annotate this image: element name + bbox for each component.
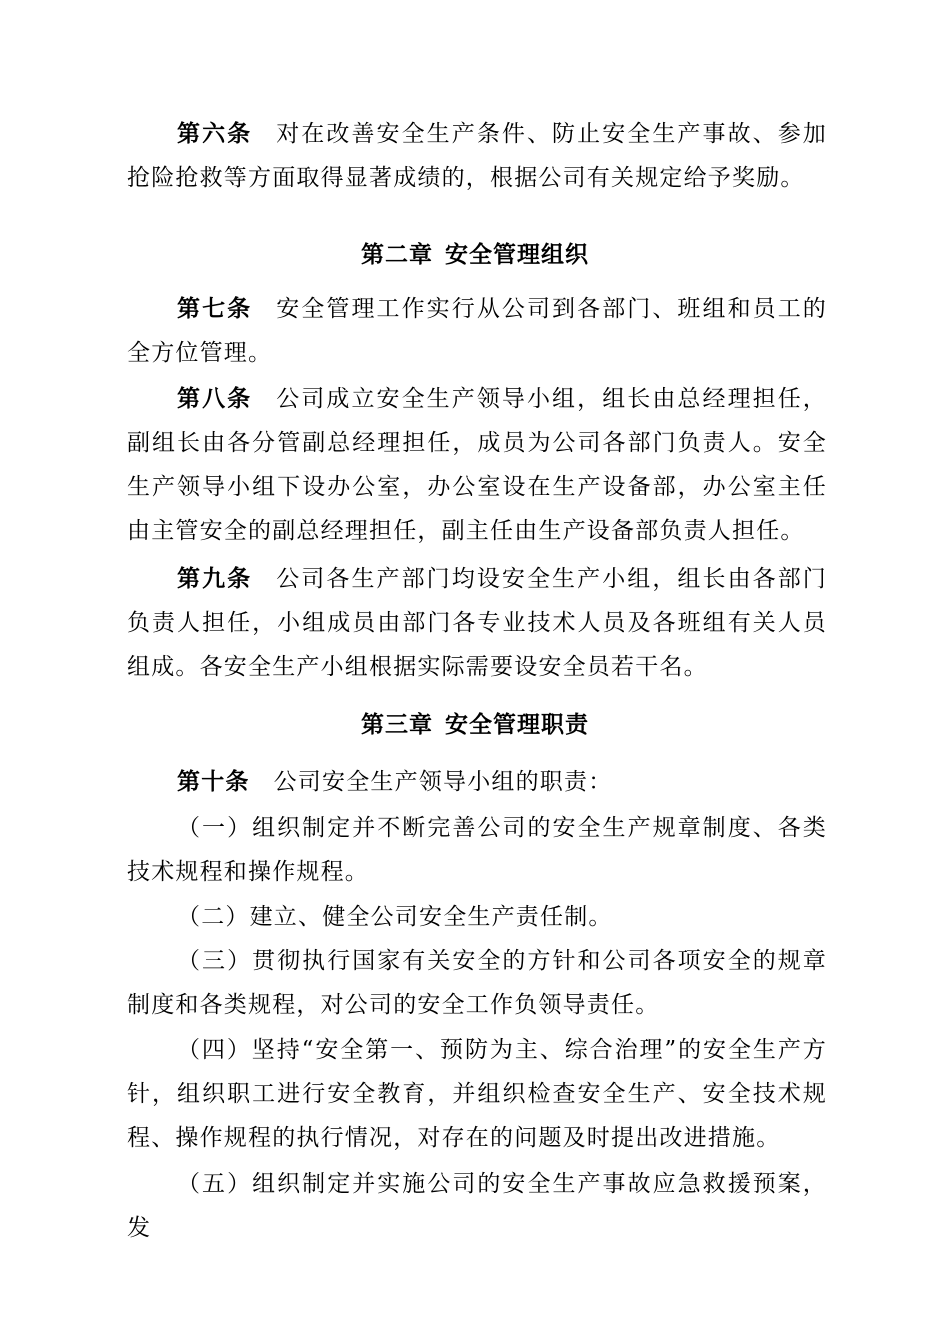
duty-item-1: （一）组织制定并不断完善公司的安全生产规章制度、各类技术规程和操作规程。 — [127, 815, 827, 885]
chapter-3-heading — [0, 703, 950, 747]
article-9 — [127, 557, 827, 689]
article-label: 第七条 — [177, 296, 253, 322]
article-text: 公司安全生产领导小组的职责： — [273, 769, 613, 795]
article-text: 公司成立安全生产领导小组，组长由总经理担任，副组长由各分管副总经理担任，成员为公司各部门负责人。安全生产领导小组下设办公室，办公室设在生产设备部，办公室主任由主管安全的副总经理担任，副主任由生产设备部负责人担任。 — [127, 386, 827, 544]
article-text: 公司各生产部门均设安全生产小组，组长由各部门负责人担任，小组成员由部门各专业技术人员及各班组有关人员组成。各安全生产小组根据实际需要设安全员若干名。 — [127, 566, 827, 680]
article-label: 第八条 — [177, 386, 253, 412]
article-6 — [127, 112, 827, 200]
chapter-2-heading — [0, 233, 950, 277]
article-7 — [127, 287, 827, 375]
chapter-title: 安全管理组织 — [445, 242, 589, 268]
article-label: 第九条 — [177, 566, 253, 592]
chapter-number: 第二章 — [361, 242, 433, 268]
article-text: 对在改善安全生产条件、防止安全生产事故、参加抢险抢救等方面取得显著成绩的，根据公司有关规定给予奖励。 — [127, 121, 827, 191]
duty-item-2: （二）建立、健全公司安全生产责任制。 — [177, 904, 613, 930]
chapter-number: 第三章 — [361, 712, 433, 738]
duty-item-4: （四）坚持“安全第一、预防为主、综合治理”的安全生产方针，组织职工进行安全教育，并组织检查安全生产、安全技术规程、操作规程的执行情况，对存在的问题及时提出改进措施。 — [127, 1037, 827, 1151]
chapter-title: 安全管理职责 — [445, 712, 589, 738]
duty-item-5: （五）组织制定并实施公司的安全生产事故应急救援预案，发 — [127, 1171, 827, 1241]
article-10 — [127, 760, 827, 804]
article-label: 第十条 — [177, 769, 250, 795]
article-8 — [127, 377, 827, 553]
article-label: 第六条 — [177, 121, 253, 147]
duty-item-3: （三）贯彻执行国家有关安全的方针和公司各项安全的规章制度和各类规程，对公司的安全工作负领导责任。 — [127, 948, 827, 1018]
article-text: 安全管理工作实行从公司到各部门、班组和员工的全方位管理。 — [127, 296, 827, 366]
